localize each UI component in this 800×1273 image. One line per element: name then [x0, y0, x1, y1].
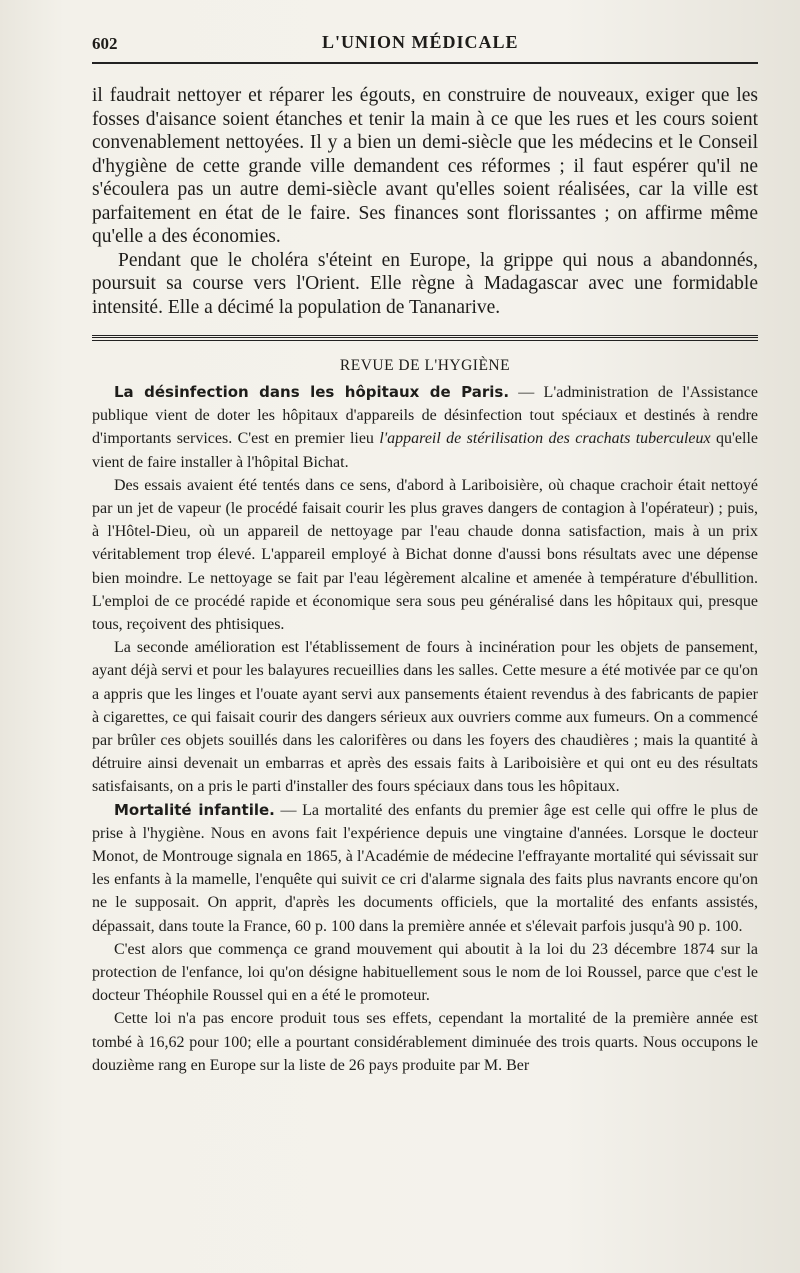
mortalite-heading: Mortalité infantile.	[114, 800, 275, 819]
section-title: REVUE DE L'HYGIÈNE	[339, 357, 511, 374]
intro-paragraph-2: Pendant que le choléra s'éteint en Europe, la grippe qui nous a abandonnés, poursuit sa course vers l'Orient. Elle règne à Madagascar avec une formidable intensité. Elle a décimé la population de Tananarive.	[92, 249, 758, 318]
mortalite-text: — La mortalité des enfants du premier âge est celle qui offre le plus de prise à l'hygiène. Nous en avons fait l'expérience depuis une vingtaine d'années. Lorsque le docteur Monot, de Montrouge signala en 1865, à l'Académie de médecine l'effrayante mortalité qui sévissait sur les enfants à la mamelle, l'enquête qui suivit ce cri d'alarme signala des faits plus navrants encore qu'on ne le supposait. On apprit, d'après les documents officiels, que la mortalité des enfants assistés, dépassait, dans toute la France, 60 p. 100 dans la première année et s'élevait parfois jusqu'à 90 p. 100.	[92, 801, 758, 935]
desinfection-lead: — L'administration de l'Assistance publique vient de doter les hôpitaux d'appareils de désinfection tout spéciaux et destinés à rendre d'importants services. C'est en premier lieu	[92, 384, 758, 448]
section-divider	[92, 335, 758, 341]
effets-paragraph: Cette loi n'a pas encore produit tous ses effets, cependant la mortalité de la première année est tombé à 16,62 pour 100; elle a pourtant considérablement diminuée des trois quarts. Nous occupons le douzième rang en Europe sur la liste de 26 pays produite par M. Ber	[92, 1010, 758, 1074]
desinfection-heading: La désinfection dans les hôpitaux de Paris.	[114, 383, 510, 401]
seconde-amelioration-paragraph: La seconde amélioration est l'établissement de fours à incinération pour les objets de pansement, ayant déjà servi et pour les balayures recueillies dans les salles. Cette mesure a été motivée par ce qu'on a appris que les linges et l'ouate ayant servi aux pansements étaient revendus à des fabricants de papier à cigarettes, ce qui faisait courir des dangers sérieux aux ouvriers comme aux fumeurs. On a commencé par brûler ces objets souillés dans les calorifères ou dans les foyers des chaudières ; mais la quantité à détruire ainsi devenait un embarras et après des essais faits à Lariboisière et qui ont eu des résultats satisfaisants, on a pris le parti d'installer des fours spéciaux dans tous les hôpitaux.	[92, 639, 758, 796]
intro-paragraph-1: il faudrait nettoyer et réparer les égouts, en construire de nouveaux, exiger que les fosses d'aisance soient étanches et tenir la main à ce que les rues et les cours soient convenablement nettoyées. Il y a bien un demi-siècle que les médecins et le Conseil d'hygiène de cette grande ville demandent ces réformes ; il faut espérer qu'il ne s'écoulera pas un autre demi-siècle avant qu'elles soient réalisées, car la ville est parfaitement en état de le faire. Ses finances sont florissantes ; on affirme même qu'elle a des économies.	[92, 85, 758, 247]
desinfection-paragraph	[92, 381, 758, 474]
loi-roussel-paragraph: C'est alors que commença ce grand mouvement qui aboutit à la loi du 23 décembre 1874 sur la protection de l'enfance, loi qu'on désigne habituellement sous le nom de loi Roussel, parce que c'est le docteur Théophile Roussel qui en a été le promoteur.	[92, 940, 758, 1005]
desinfection-italic: l'appareil de stérilisation des crachats tuberculeux	[379, 430, 711, 448]
essais-paragraph: Des essais avaient été tentés dans ce sens, d'abord à Lariboisière, où chaque crachoir était nettoyé par un jet de vapeur (le procédé faisait courir les plus graves dangers de contagion à l'opérateur) ; puis, à l'Hôtel-Dieu, où un appareil de nettoyage par l'eau chaude donna satisfaction, mais à un prix véritablement trop élevé. L'appareil employé à Bichat donne d'aussi bons résultats avec une dépense bien moindre. Le nettoyage se fait par l'eau légèrement alcaline et amenée à température d'ébullition. L'emploi de ce procédé rapide et économique sera sous peu généralisé dans les hôpitaux qui, presque tous, reçoivent des phtisiques.	[92, 476, 758, 634]
desinfection-tail: qu'elle vient de faire installer à l'hôpital Bichat.	[92, 430, 758, 471]
header-rule	[92, 62, 758, 64]
mortalite-paragraph	[92, 799, 758, 938]
page-header	[92, 28, 758, 58]
page-number: 602	[92, 34, 118, 53]
running-title: L'UNION MÉDICALE	[322, 32, 519, 52]
